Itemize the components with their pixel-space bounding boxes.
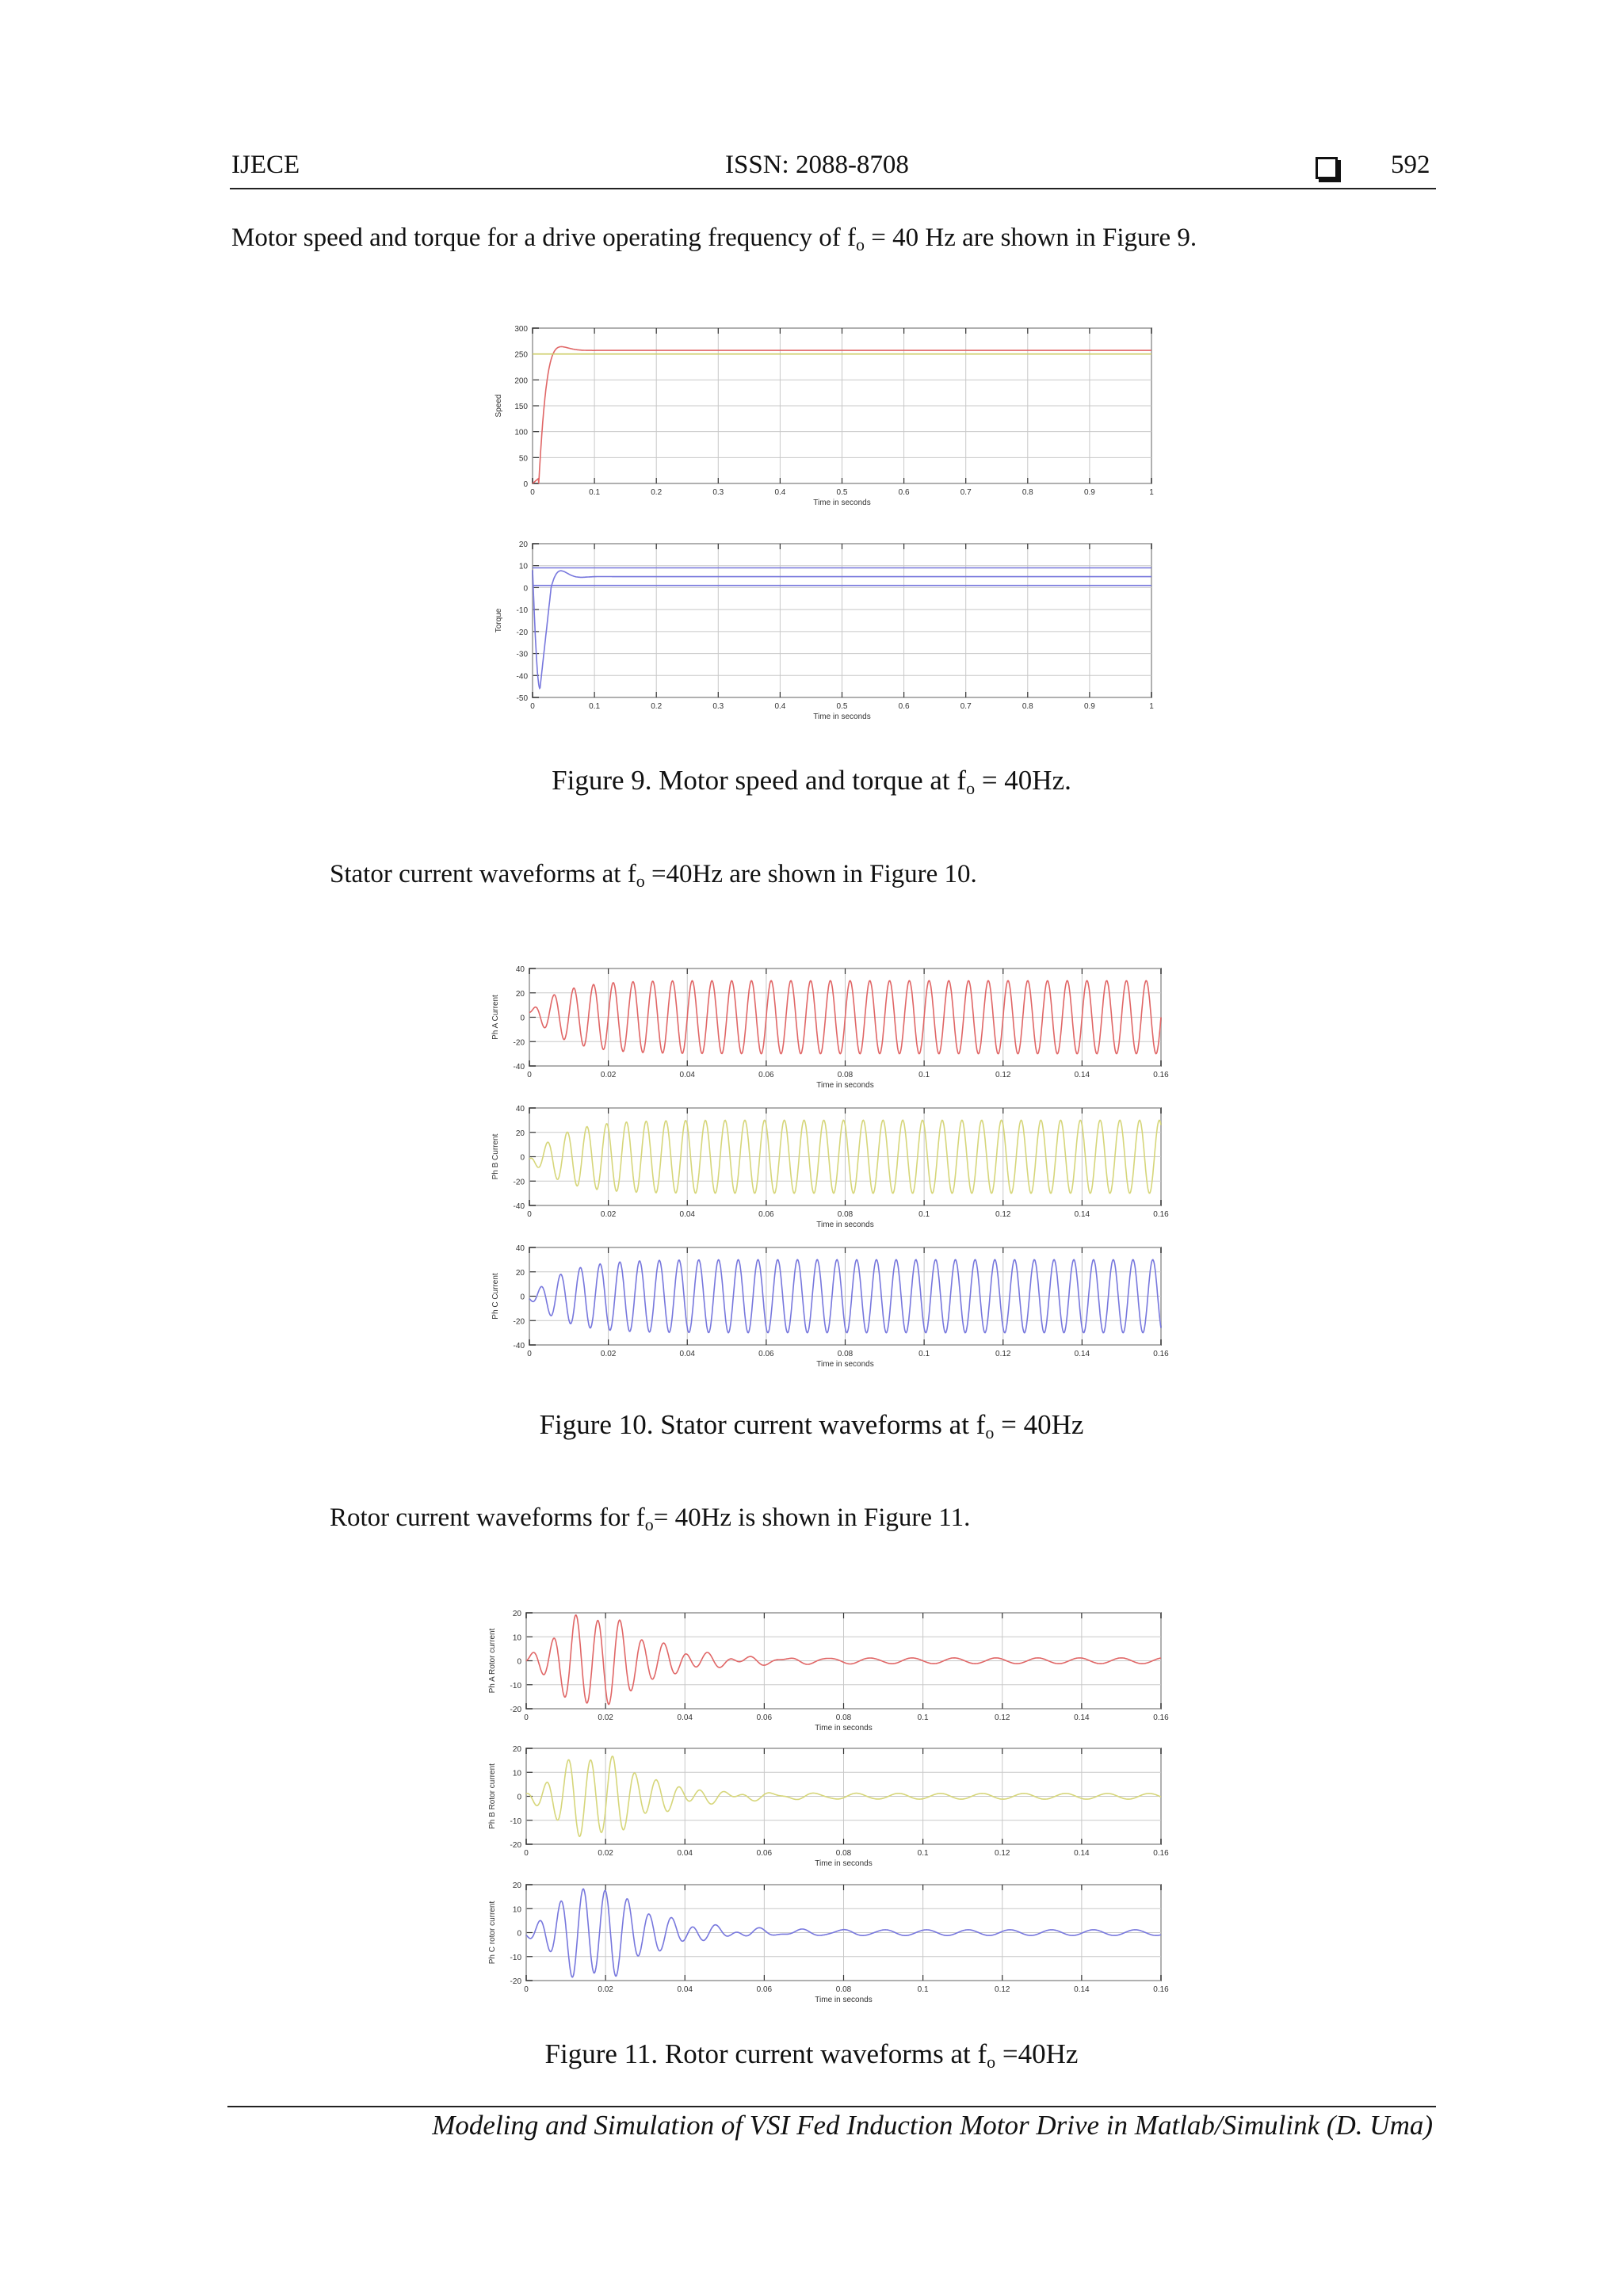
y-tick-label: 250 (514, 350, 528, 360)
y-axis-label: Ph B Current (491, 1133, 500, 1180)
x-tick-label: 1 (1149, 488, 1154, 497)
text: =40Hz are shown in Figure 10. (644, 860, 977, 888)
x-tick-label: 0.16 (1153, 1985, 1169, 1994)
text: = 40 Hz are shown in Figure 9. (865, 223, 1197, 252)
x-tick-label: 0.1 (917, 1849, 929, 1858)
x-axis-label: Time in seconds (815, 1996, 873, 2004)
x-tick-label: 0.08 (835, 1849, 852, 1858)
text: = 40Hz. (975, 765, 1071, 796)
chart-rotB (488, 1745, 1169, 1868)
y-tick-label: -10 (510, 1681, 521, 1690)
y-tick-label: -50 (516, 694, 528, 703)
x-tick-label: 0.12 (995, 1849, 1010, 1858)
x-tick-label: 0 (530, 488, 535, 497)
y-axis-label: Ph A Current (491, 995, 500, 1040)
y-tick-label: -20 (510, 1977, 521, 1986)
text: Figure 10. Stator current waveforms at f (539, 1409, 986, 1440)
x-tick-label: 1 (1149, 702, 1154, 711)
subscript: o (644, 1515, 654, 1534)
y-tick-label: 0 (520, 1014, 525, 1023)
y-tick-label: 20 (515, 1268, 525, 1278)
x-tick-label: 0.04 (679, 1210, 695, 1219)
y-axis-label: Ph A Rotor current (488, 1628, 497, 1694)
x-tick-label: 0.8 (1022, 488, 1033, 497)
x-tick-label: 0.04 (679, 1350, 695, 1358)
subscript: o (856, 235, 865, 254)
x-tick-label: 0.08 (835, 1713, 852, 1722)
text: Stator current waveforms at f (330, 860, 636, 888)
text: =40Hz (995, 2038, 1079, 2069)
x-tick-label: 0.2 (651, 488, 663, 497)
text: Figure 9. Motor speed and torque at f (552, 765, 967, 796)
y-axis-label: Torque (495, 608, 503, 633)
y-tick-label: 20 (515, 1129, 525, 1138)
x-tick-label: 0 (524, 1713, 529, 1722)
y-tick-label: 10 (518, 562, 528, 571)
y-tick-label: -10 (510, 1953, 521, 1962)
text: Rotor current waveforms for f (330, 1503, 645, 1532)
y-axis-label: Ph C rotor current (488, 1901, 497, 1965)
x-tick-label: 0.02 (598, 1849, 613, 1858)
chart-speed (495, 325, 1154, 507)
y-axis-label: Ph B Rotor current (488, 1763, 497, 1829)
x-tick-label: 0 (527, 1350, 532, 1358)
x-tick-label: 0.06 (756, 1713, 773, 1722)
y-tick-label: -40 (516, 672, 528, 682)
x-tick-label: 0.14 (1074, 1985, 1090, 1994)
x-tick-label: 0.3 (712, 702, 724, 711)
x-tick-label: 0.16 (1153, 1210, 1169, 1219)
x-tick-label: 0.08 (837, 1350, 854, 1358)
x-tick-label: 0.1 (589, 488, 601, 497)
x-tick-label: 0.16 (1153, 1071, 1169, 1079)
x-tick-label: 0.06 (758, 1350, 774, 1358)
text: = 40Hz (994, 1409, 1084, 1440)
x-tick-label: 0.02 (600, 1350, 617, 1358)
y-tick-label: -20 (513, 1038, 525, 1048)
x-tick-label: 0.1 (589, 702, 601, 711)
y-tick-label: 0 (517, 1657, 521, 1667)
x-tick-label: 0.04 (677, 1713, 693, 1722)
text: Motor speed and torque for a drive operating frequency of f (231, 223, 857, 252)
y-tick-label: 10 (512, 1905, 521, 1915)
x-tick-label: 0.16 (1153, 1350, 1169, 1358)
x-axis-label: Time in seconds (815, 1859, 873, 1868)
x-tick-label: 0.14 (1074, 1713, 1090, 1722)
y-tick-label: 20 (512, 1881, 521, 1890)
x-tick-label: 0.08 (835, 1985, 852, 1994)
chart-rotA (488, 1610, 1169, 1733)
chart-phB (491, 1105, 1169, 1229)
y-tick-label: 40 (515, 965, 525, 974)
y-tick-label: -40 (513, 1063, 525, 1072)
x-tick-label: 0.5 (836, 702, 848, 711)
chart-phA (491, 965, 1169, 1090)
x-tick-label: 0.02 (598, 1713, 613, 1722)
x-axis-label: Time in seconds (815, 1724, 873, 1733)
y-tick-label: -30 (516, 650, 528, 659)
subscript: o (987, 2052, 996, 2072)
y-tick-label: -10 (510, 1817, 521, 1826)
y-tick-label: -40 (513, 1202, 525, 1211)
x-axis-label: Time in seconds (813, 499, 871, 507)
x-tick-label: 0 (524, 1985, 529, 1994)
x-tick-label: 0 (527, 1210, 532, 1219)
y-tick-label: -10 (516, 606, 528, 616)
issn: ISSN: 2088-8708 (725, 151, 909, 179)
subscript: o (985, 1423, 995, 1442)
y-tick-label: -40 (513, 1342, 525, 1350)
y-tick-label: 20 (515, 989, 525, 999)
x-tick-label: 0.12 (995, 1713, 1010, 1722)
x-tick-label: 0.9 (1083, 488, 1095, 497)
y-tick-label: 100 (514, 428, 528, 437)
y-tick-label: 50 (518, 454, 528, 464)
y-tick-label: -20 (513, 1178, 525, 1187)
x-tick-label: 0.06 (756, 1849, 773, 1858)
y-tick-label: 20 (518, 541, 528, 549)
y-tick-label: 300 (514, 325, 528, 334)
x-tick-label: 0.08 (837, 1210, 854, 1219)
text: Figure 11. Rotor current waveforms at f (544, 2038, 987, 2069)
x-tick-label: 0.06 (758, 1071, 774, 1079)
x-axis-label: Time in seconds (816, 1221, 874, 1229)
y-tick-label: 40 (515, 1105, 525, 1114)
y-axis-label: Speed (495, 394, 503, 418)
x-tick-label: 0.1 (918, 1350, 930, 1358)
x-tick-label: 0.4 (774, 488, 786, 497)
x-tick-label: 0.6 (898, 488, 910, 497)
x-tick-label: 0.1 (918, 1071, 930, 1079)
x-tick-label: 0.08 (837, 1071, 854, 1079)
y-tick-label: 40 (515, 1244, 525, 1253)
page-number: 592 (1391, 151, 1430, 179)
figure10-caption (0, 1409, 1623, 1441)
figure9-caption (0, 765, 1623, 797)
x-tick-label: 0.14 (1074, 1849, 1090, 1858)
x-tick-label: 0.02 (598, 1985, 613, 1994)
footer-rule (227, 2106, 1436, 2107)
x-tick-label: 0.14 (1074, 1350, 1090, 1358)
y-tick-label: 0 (517, 1793, 521, 1802)
x-tick-label: 0.5 (836, 488, 848, 497)
y-tick-label: 200 (514, 376, 528, 386)
y-tick-label: 20 (512, 1745, 521, 1754)
x-tick-label: 0.6 (898, 702, 910, 711)
x-tick-label: 0.8 (1022, 702, 1033, 711)
y-tick-label: -20 (516, 628, 528, 637)
y-tick-label: 20 (512, 1610, 521, 1618)
y-tick-label: -20 (510, 1841, 521, 1850)
x-tick-label: 0.16 (1153, 1713, 1169, 1722)
y-tick-label: 0 (520, 1293, 525, 1302)
x-tick-label: 0.2 (651, 702, 663, 711)
x-tick-label: 0.3 (712, 488, 724, 497)
x-tick-label: 0.4 (774, 702, 786, 711)
y-tick-label: 0 (523, 480, 528, 489)
y-tick-label: -20 (510, 1706, 521, 1714)
chart-rotC (488, 1881, 1169, 2004)
x-tick-label: 0.04 (679, 1071, 695, 1079)
x-tick-label: 0.04 (677, 1985, 693, 1994)
x-tick-label: 0.12 (995, 1350, 1011, 1358)
y-tick-label: 0 (520, 1153, 525, 1163)
y-tick-label: 10 (512, 1769, 521, 1778)
y-tick-label: 10 (512, 1633, 521, 1643)
x-tick-label: 0.12 (995, 1210, 1011, 1219)
x-tick-label: 0 (524, 1849, 529, 1858)
x-tick-label: 0.9 (1083, 702, 1095, 711)
x-tick-label: 0.1 (918, 1210, 930, 1219)
paragraph-figure10-intro (330, 860, 977, 889)
x-tick-label: 0.06 (758, 1210, 774, 1219)
x-tick-label: 0.02 (600, 1210, 617, 1219)
y-tick-label: 150 (514, 403, 528, 411)
x-tick-label: 0.02 (600, 1071, 617, 1079)
y-tick-label: 0 (523, 584, 528, 594)
paragraph-figure11-intro (330, 1503, 970, 1533)
x-tick-label: 0.1 (917, 1985, 929, 1994)
x-tick-label: 0.14 (1074, 1071, 1090, 1079)
journal-name: IJECE (231, 151, 300, 179)
y-axis-label: Ph C Current (491, 1273, 500, 1320)
subscript: o (636, 871, 645, 891)
figure11-caption (0, 2038, 1623, 2070)
x-axis-label: Time in seconds (813, 712, 871, 721)
y-tick-label: 0 (517, 1929, 521, 1939)
x-tick-label: 0 (527, 1071, 532, 1079)
chart-phC (491, 1244, 1169, 1369)
running-footer: Modeling and Simulation of VSI Fed Induction Motor Drive in Matlab/Simulink (D. Uma) (432, 2110, 1433, 2141)
x-tick-label: 0.16 (1153, 1849, 1169, 1858)
chart-torque (495, 541, 1154, 721)
text: = 40Hz is shown in Figure 11. (653, 1503, 971, 1532)
x-tick-label: 0.7 (960, 702, 972, 711)
x-axis-label: Time in seconds (816, 1360, 874, 1369)
x-tick-label: 0.14 (1074, 1210, 1090, 1219)
x-tick-label: 0.7 (960, 488, 972, 497)
subscript: o (966, 778, 976, 798)
x-tick-label: 0 (530, 702, 535, 711)
x-tick-label: 0.1 (917, 1713, 929, 1722)
y-tick-label: -20 (513, 1317, 525, 1327)
x-axis-label: Time in seconds (816, 1081, 874, 1090)
x-tick-label: 0.12 (995, 1985, 1010, 1994)
x-tick-label: 0.06 (756, 1985, 773, 1994)
x-tick-label: 0.04 (677, 1849, 693, 1858)
x-tick-label: 0.12 (995, 1071, 1011, 1079)
